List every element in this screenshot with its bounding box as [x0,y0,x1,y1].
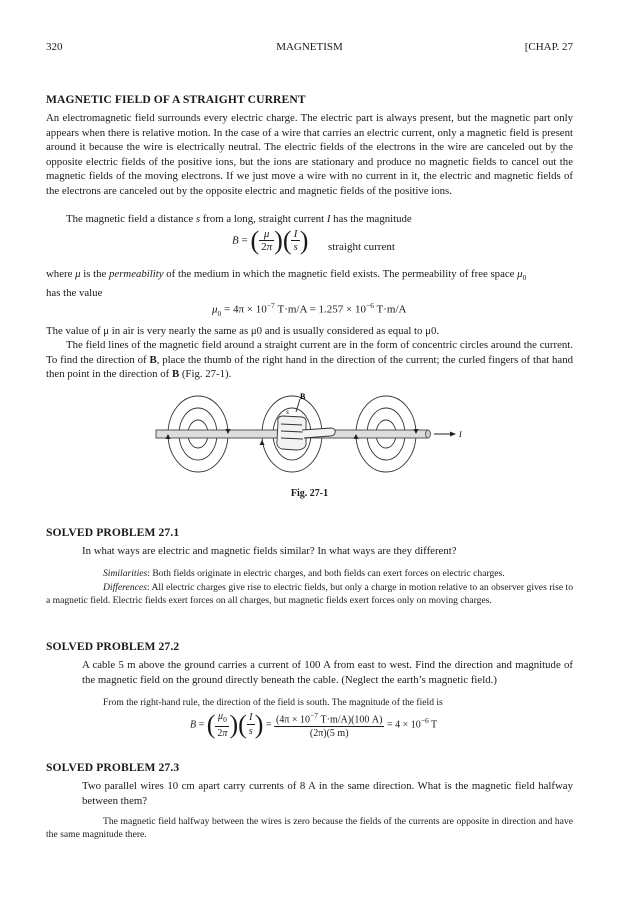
field-equation: B = ( $\frac{\mu}{2\pi}$ )( $\frac{I}{s}$ ) [232,226,309,255]
problem-2-answer: From the right-hand rule, the direction of the field is south. The magnitude of the field is [103,697,443,708]
problem-1-question: In what ways are electric and magnetic fields similar? In what ways are they different? [82,545,457,557]
page-number: 320 [46,41,63,53]
problem-1-similarities: Similarities: Both fields originate in electric charges, and both fields can exert forces on electric charges. [103,568,505,579]
label-i: I [459,430,462,439]
problem-2-question: A cable 5 m above the ground carries a current of 100 A from east to west. Find the direction and magnitude of the magnetic field on the ground directly beneath the cable. (Neglect the earth’s magnetic field.) [82,659,573,686]
distance-sentence: The magnetic field a distance s from a long, straight current I has the magnitude [66,213,412,225]
problem-1-differences: Differences: All electric charges give rise to electric fields, but only a charge in motion relative to an observer gives rise to a magnetic field. Electric fields exert forces on all charges, but magnetic fields exert forces only on moving charges. [46,582,573,607]
direction-paragraph: The field lines of the magnetic field around a straight current are in the form of concentric circles around the current. To find the direction of B, place the thumb of the right hand in the direction of the current; the curled fingers of that hand then point in the direction of B (Fig. 27-1). [46,339,573,381]
problem-2-equation: B = ( $\frac{\mu_0}{2\pi}$ )( $\frac{I}{s}$ ) = $\frac{(4\pi \times 10^{-7} T\cdot m/A)(100 A)}{(2\pi)(5 m)}$ = $4 \times 10^{-6}$ T [190,710,438,740]
problem-3-question: Two parallel wires 10 cm apart carry currents of 8 A in the same direction. What is the magnetic field halfway between them? [82,780,573,807]
label-b: B [300,392,306,401]
section-title: MAGNETIC FIELD OF A STRAIGHT CURRENT [46,93,306,106]
permeability-sentence: where μ is the permeability of the medium in which the magnetic field exists. The permeability of free space $\mu_0$ has the value [46,268,527,299]
figure-caption: Fig. 27-1 [290,488,329,499]
right-hand-icon [277,416,335,450]
intro-paragraph: An electromagnetic field surrounds every electric charge. The electric part is always present, but the magnetic part only appears when there is relative motion. In the case of a wire that carries an electric current, only a magnetic field is present around it because the wire is electrically neutral. The electric fields of the electrons in the wire are canceled out by the opposite electric fields of the positive ions, but the ions are stationary and produce no magnetic fields to cancel out the magnetic fields of the moving electrons. If we just move a wire with no current in it, the electric and magnetic fields of the electrons are canceled out by the opposite electric and magnetic fields of the positive ions. [46,112,573,197]
current-arrow-head [450,432,456,437]
mu0-equation: $\mu_0 = 4\pi \times 10^{-7}$ $T\cdot m/A = 1.257 \times 10^{-6}$ T·m/A [212,301,407,318]
problem-1-title: SOLVED PROBLEM 27.1 [46,526,180,539]
wire-end [426,430,431,438]
problem-3-answer: The magnetic field halfway between the wires is zero because the fields of the currents are opposite in direction and have the same magnitude there. [46,816,573,841]
chapter-label: [CHAP. 27 [524,41,573,53]
equation-label: straight current [328,241,395,253]
label-s: s [286,407,289,416]
air-sentence: The value of μ in air is very nearly the same as μ0 and is usually considered as equal to μ0. [46,325,440,337]
problem-3-title: SOLVED PROBLEM 27.3 [46,761,180,774]
right-hand-rule-figure [150,392,480,482]
problem-2-title: SOLVED PROBLEM 27.2 [46,640,180,653]
running-title: MAGNETISM [276,41,343,53]
